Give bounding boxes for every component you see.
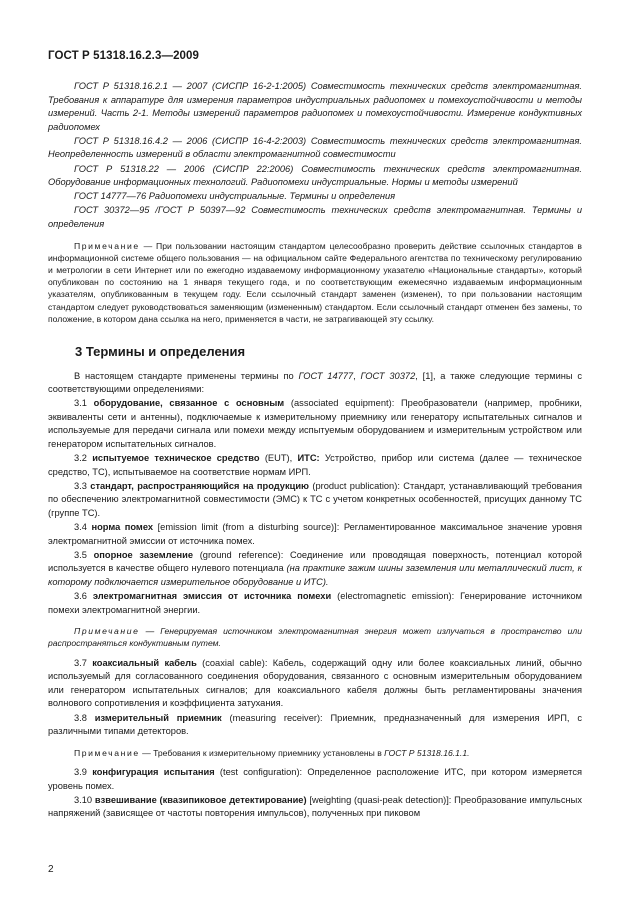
note-label: Примечание (74, 626, 140, 637)
reference-item: ГОСТ Р 51318.16.4.2 — 2006 (СИСПР 16-4-2:2003) Совместимость технических средств электромагнитная. Неопределенность измерений в области электромагнитной совместимости (48, 135, 582, 160)
note-receiver (48, 747, 582, 759)
term-english: (EUT), (264, 453, 293, 464)
term-name: электромагнитная эмиссия от источника помехи (92, 591, 332, 602)
reference-item: ГОСТ 30372—95 /ГОСТ Р 50397—92 Совместимость технических средств электромагнитная. Термины и определения (48, 205, 582, 229)
intro-reference: ГОСТ 14777 (298, 370, 354, 381)
term-3-8 (48, 712, 582, 739)
term-name: взвешивание (квазипиковое детектирование) (94, 794, 307, 805)
reference-item: ГОСТ Р 51318.16.2.1 — 2007 (СИСПР 16-2-1:2005) Совместимость технических средств электромагнитная. Требования к аппаратуре для измерения параметров индустриальных радиопомех и помехоустойчивости и методы измерений. Часть 2-1. Методы измерений параметров радиопомех и помехоустойчивости. Измерение кондуктивных радиопомех (48, 81, 582, 132)
term-number: 3.10 (74, 794, 93, 805)
reference-item: ГОСТ Р 51318.22 — 2006 (СИСПР 22:2006) Совместимость технических средств электромагнитная. Оборудование информационных технологий. Радиопомехи индустриальные. Нормы и методы измерений (48, 163, 582, 188)
term-name: опорное заземление (93, 549, 194, 560)
term-name: стандарт, распространяющийся на продукцию (90, 480, 309, 491)
term-definition: (product publication): Стандарт, устанавливающий требования по обеспечению электромагнитной совместимости (ЭМС) к ТС с учетом конкретных особенностей, присущих данному ТС (группе ТС). (48, 480, 582, 518)
note-text: — Требования к измерительному приемнику установлены в (142, 747, 382, 758)
page-body (48, 80, 582, 821)
page-header: ГОСТ Р 51318.16.2.3—2009 (48, 50, 200, 62)
term-clarification: (на практике зажим шины заземления или металлический лист, к которому подключается измерительное оборудование и ИТС). (48, 563, 582, 587)
note-label: Примечание (74, 240, 140, 251)
term-number: 3.9 (74, 766, 87, 777)
term-number: 3.6 (74, 591, 87, 602)
term-name: оборудование, связанное с основным (93, 398, 285, 409)
term-3-6 (48, 590, 582, 617)
section-intro (48, 370, 582, 397)
term-3-1 (48, 397, 582, 451)
term-number: 3.1 (74, 398, 87, 409)
term-name: испытуемое техническое средство (92, 453, 260, 464)
term-number: 3.3 (74, 480, 87, 491)
term-number: 3.5 (74, 549, 87, 560)
term-name: измерительный приемник (94, 712, 222, 723)
reference-item: ГОСТ 14777—76 Радиопомехи индустриальные. Термины и определения (74, 191, 396, 202)
note-references (48, 240, 582, 325)
term-number: 3.4 (74, 522, 87, 533)
note-emission (48, 625, 582, 649)
note-reference: ГОСТ Р 51318.16.1.1. (384, 747, 470, 758)
term-definition: (coaxial cable): Кабель, содержащий одну или более коаксиальных линий, обычно используемый для согласованного соединения оборудования, связанного с основным измерительным оборудованием или генератором испытательных сигналов; для коаксиального кабеля должны быть регламентированы значения волнового сопротивления и коэффициента затухания. (48, 657, 582, 709)
term-definition: Устройство, прибор или система (далее — техническое средство, ТС), испытываемое на соответствие нормам ИРП. (48, 453, 582, 477)
intro-separator: , (353, 370, 361, 381)
term-3-7 (48, 657, 582, 711)
term-3-4 (48, 521, 582, 548)
term-definition: (electromagnetic emission): Генерирование источником помехи электромагнитной энергии. (48, 591, 582, 615)
note-text: — При пользовании настоящим стандартом целесообразно проверить действие ссылочных стандартов в информационной системе общего пользования — на официальном сайте Федерального агентства по техническому регулированию и метрологии в сети Интернет или по ежегодно издаваемому информационному указателю «Национальные стандарты», который опубликован по состоянию на 1 января текущего года, и по соответствующим ежемесячно издаваемым информационным указателям, опубликованным в текущем году. Если ссылочный стандарт заменен (изменен), то при пользовании настоящим стандартом следует руководствоваться заменяющим (измененным) стандартом. Если ссылочный стандарт отменен без замены, то положение, в котором дана ссылка на него, применяется в части, не затрагивающей эту ссылку. (48, 240, 583, 324)
intro-reference: ГОСТ 30372 (360, 370, 416, 381)
term-definition: [emission limit (from a disturbing source)]: Регламентированное максимальное значение уровня электромагнитной эмиссии от источника помех. (48, 522, 582, 546)
term-definition: [weighting (quasi-peak detection)]: Преобразование импульсных напряжений (зависящее от частоты повторения импульсов), полученных при пиковом (48, 794, 582, 819)
page-number: 2 (48, 864, 54, 875)
term-3-5 (48, 549, 582, 590)
note-text: — Генерируемая источником электромагнитная энергия может излучаться в пространство или распространяться кондуктивным путем. (48, 626, 582, 649)
term-name: коаксиальный кабель (92, 657, 197, 668)
note-label: Примечание (74, 747, 140, 758)
term-3-3 (48, 480, 582, 521)
intro-text-end: , [1], а также следующие термины с соответствующими определениями: (48, 370, 583, 395)
term-3-10 (48, 794, 582, 821)
term-abbreviation: ИТС: (297, 453, 320, 464)
term-definition: (measuring receiver): Приемник, предназначенный для измерения ИРП, с различными типами детекторов. (48, 712, 582, 737)
term-definition: (test configuration): Определенное расположение ИТС, при котором измеряется уровень помех. (48, 766, 582, 791)
term-definition: (ground reference): Соединение или проводящая поверхность, потенциал которой используется в качестве общего нулевого потенциала (48, 549, 582, 574)
term-3-9 (48, 766, 582, 793)
term-definition: (associated equipment): Преобразователи (например, пробники, эквиваленты сети и антенны), подключаемые к измерительному приемнику или генератору испытательных сигналов и используемые для передачи сигнала или помехи между испытуемым оборудованием и измерительным устройством или генератором испытательных сигналов. (48, 398, 582, 450)
term-name: конфигурация испытания (92, 766, 215, 777)
section-heading: 3 Термины и определения (75, 343, 246, 359)
term-number: 3.7 (74, 657, 87, 668)
term-name: норма помех (91, 522, 154, 533)
intro-text: В настоящем стандарте применены термины по (74, 370, 299, 381)
term-number: 3.8 (74, 712, 87, 723)
term-number: 3.2 (74, 453, 87, 464)
term-3-2 (48, 452, 582, 479)
